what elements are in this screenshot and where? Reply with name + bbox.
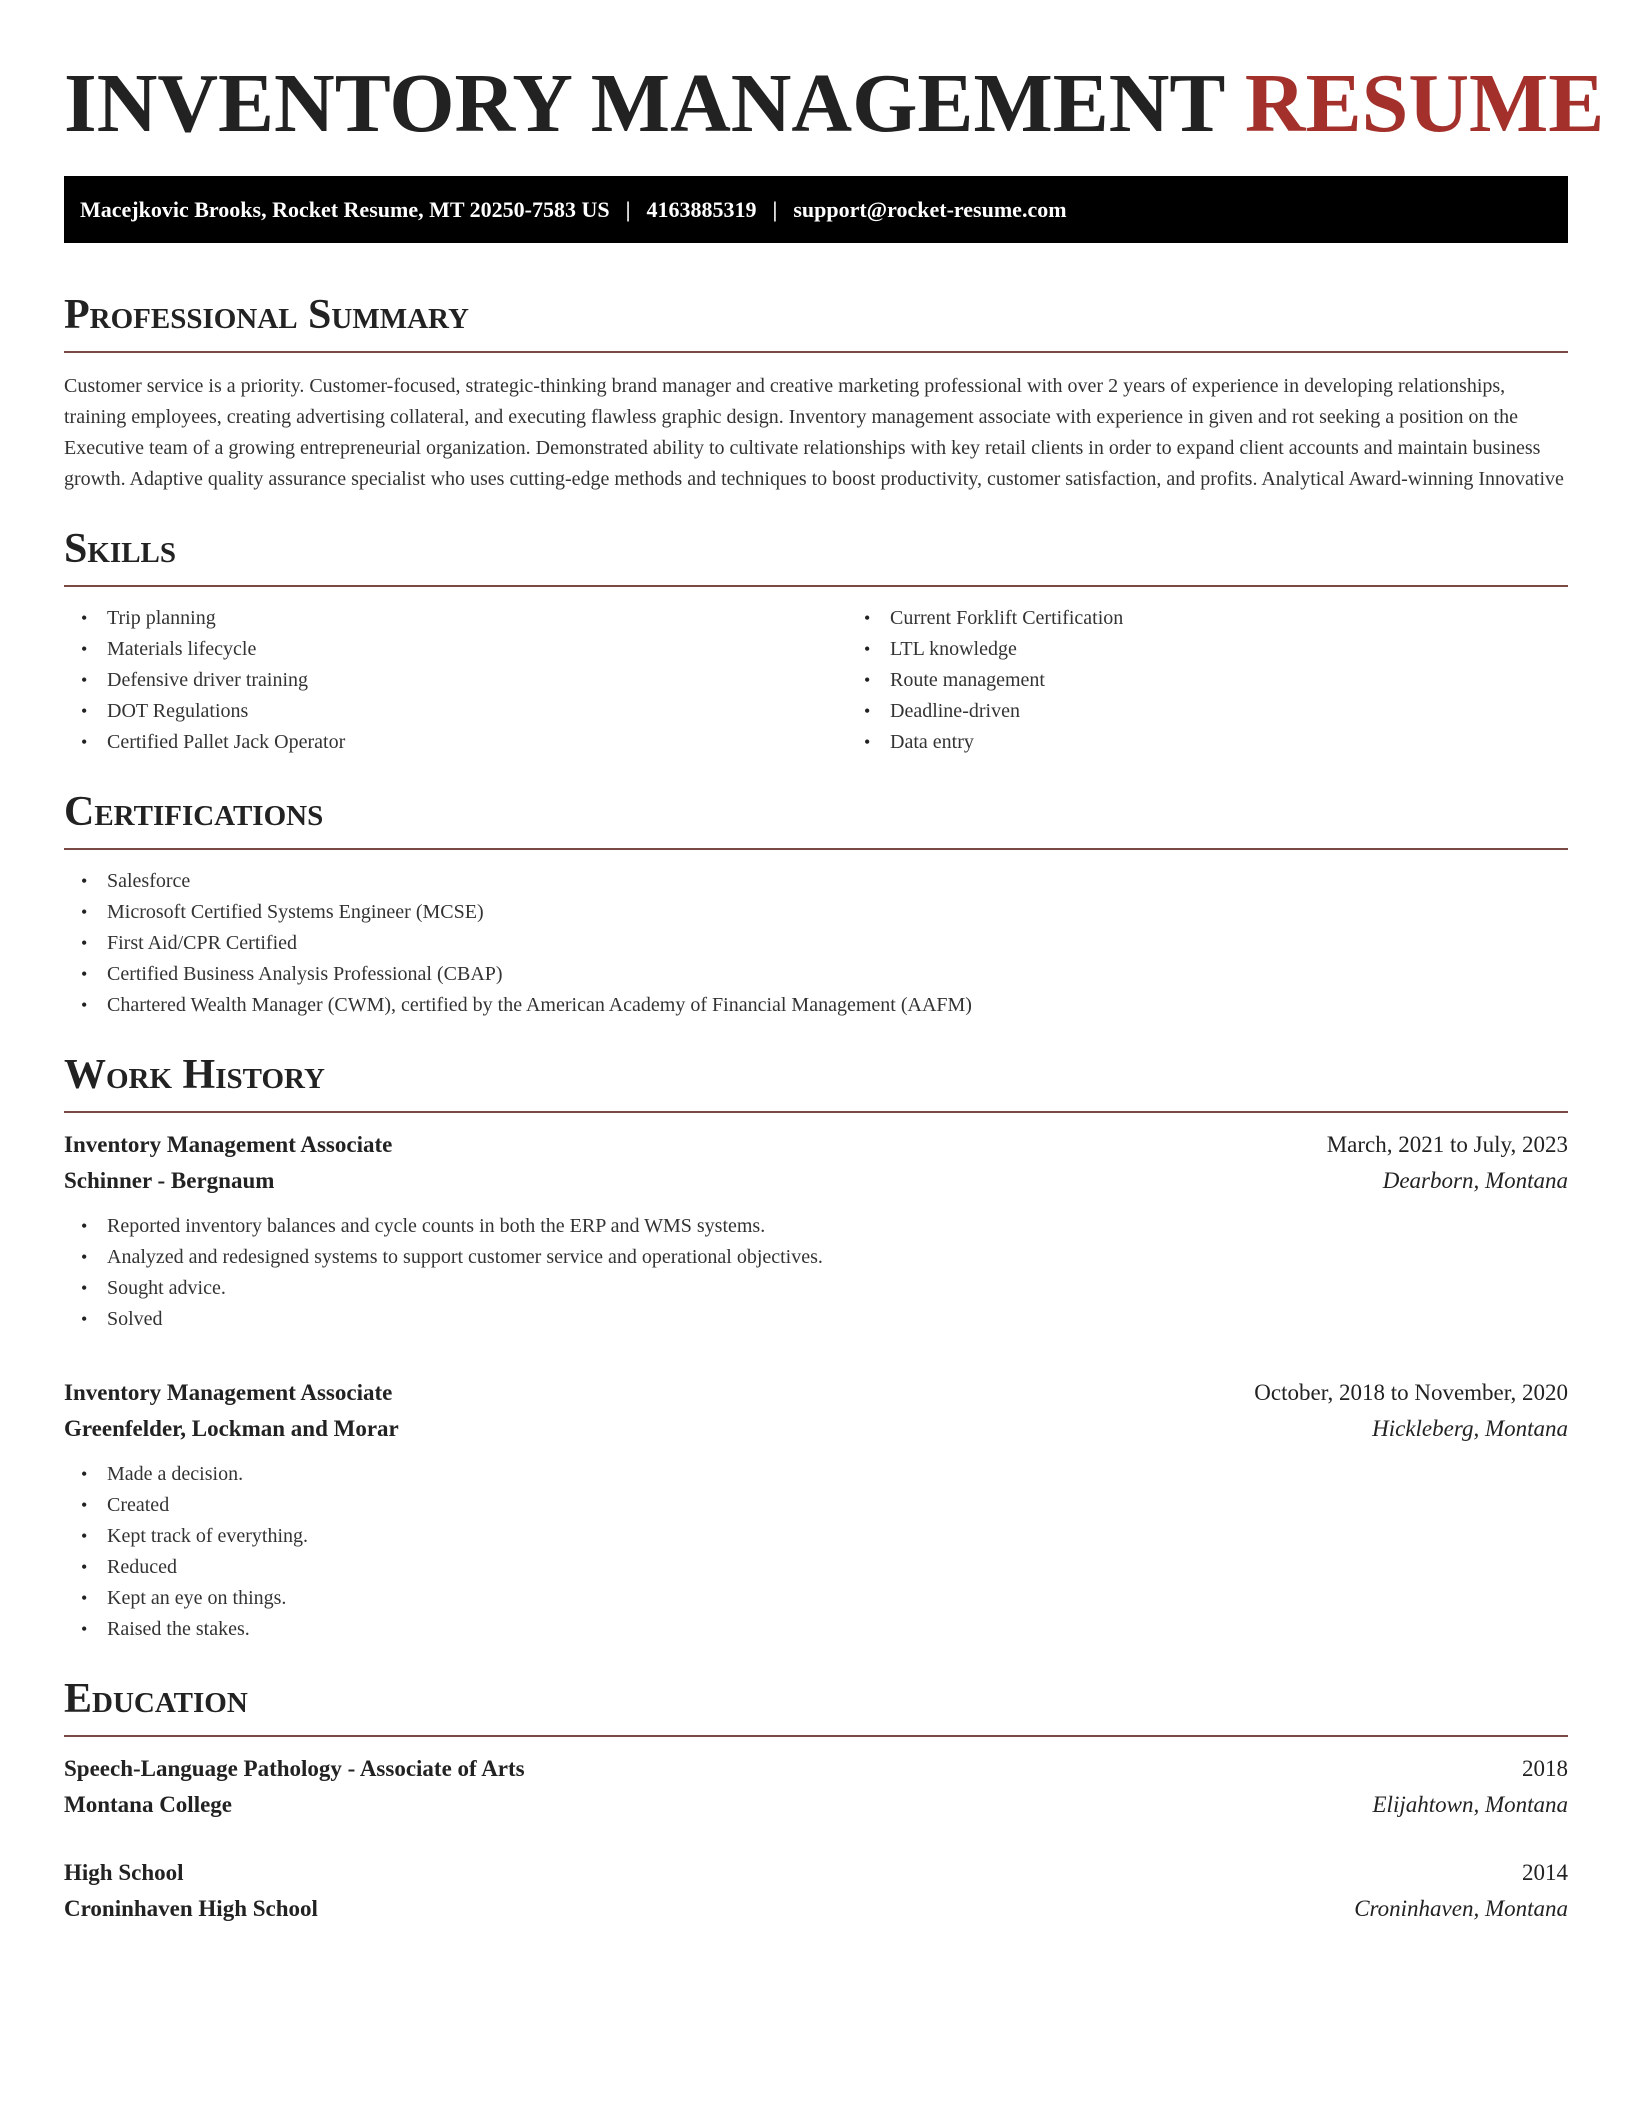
skill-item: • Certified Pallet Jack Operator [107, 727, 847, 758]
education-entry [64, 1855, 1568, 1927]
skill-item: • Trip planning [107, 603, 847, 634]
education-degree-row [64, 1751, 1568, 1787]
education-location: Croninhaven, Montana [1354, 1896, 1568, 1921]
skill-item: • Materials lifecycle [107, 634, 847, 665]
skill-item: • DOT Regulations [107, 696, 847, 727]
job-entry [64, 1127, 1568, 1335]
skills-heading: Skills [64, 525, 1568, 587]
summary-section [64, 291, 1568, 495]
education-degree: High School [64, 1860, 184, 1885]
education-degree: Speech-Language Pathology - Associate of Arts [64, 1756, 525, 1781]
skill-item: • Route management [890, 665, 1630, 696]
contact-phone: 4163885319 [646, 196, 757, 222]
summary-text: Customer service is a priority. Customer-focused, strategic-thinking brand manager and creative marketing professional with over 2 years of experience in developing relationships, training employees, creating advertising collateral, and executing flawless graphic design. Inventory management associate with experience in given and rot seeking a position on the Executive team of a growing entrepreneurial organization. Demonstrated ability to cultivate relationships with key retail clients in order to expand client accounts and maintain business growth. Adaptive quality assurance specialist who uses cutting-edge methods and techniques to boost productivity, customer satisfaction, and profits. Analytical Award-winning Innovative [64, 375, 1564, 490]
certifications-section [64, 788, 1568, 1021]
education-school-row [64, 1891, 1568, 1927]
job-bullets [64, 1211, 1568, 1335]
job-title-row [64, 1375, 1568, 1411]
job-bullet: • Reported inventory balances and cycle counts in both the ERP and WMS systems. [107, 1211, 1568, 1242]
job-bullets [64, 1459, 1568, 1645]
job-title-row [64, 1127, 1568, 1163]
skills-list-right [847, 603, 1630, 758]
education-degree-row [64, 1855, 1568, 1891]
education-year: 2014 [1522, 1860, 1568, 1885]
job-location: Dearborn, Montana [1382, 1168, 1568, 1193]
job-company-row [64, 1163, 1568, 1199]
certification-item: • Chartered Wealth Manager (CWM), certified by the American Academy of Financial Management (AAFM) [107, 990, 1568, 1021]
job-dates: March, 2021 to July, 2023 [1326, 1132, 1568, 1157]
job-company-row [64, 1411, 1568, 1447]
contact-email: support@rocket-resume.com [793, 196, 1067, 222]
education-location: Elijahtown, Montana [1372, 1792, 1568, 1817]
resume-title [64, 56, 1605, 152]
job-bullet: • Analyzed and redesigned systems to support customer service and operational objectives. [107, 1242, 1568, 1273]
job-company: Greenfelder, Lockman and Morar [64, 1416, 399, 1441]
education-school: Croninhaven High School [64, 1896, 318, 1921]
job-entry [64, 1375, 1568, 1645]
job-location: Hickleberg, Montana [1372, 1416, 1568, 1441]
title-accent: RESUME [1244, 57, 1605, 150]
education-heading: Education [64, 1675, 1568, 1737]
skills-list-left [64, 603, 847, 758]
job-bullet: • Created [107, 1490, 1568, 1521]
education-school-row [64, 1787, 1568, 1823]
skill-item: • Data entry [890, 727, 1630, 758]
job-bullet: • Made a decision. [107, 1459, 1568, 1490]
job-bullet: • Solved [107, 1304, 1568, 1335]
skill-item: • LTL knowledge [890, 634, 1630, 665]
certification-item: • First Aid/CPR Certified [107, 928, 1568, 959]
certification-item: • Certified Business Analysis Professional (CBAP) [107, 959, 1568, 990]
job-bullet: • Kept an eye on things. [107, 1583, 1568, 1614]
contact-separator: | [772, 196, 778, 222]
job-bullet: • Reduced [107, 1552, 1568, 1583]
education-section [64, 1675, 1568, 1927]
job-bullet: • Sought advice. [107, 1273, 1568, 1304]
contact-address: Macejkovic Brooks, Rocket Resume, MT 20250-7583 US [80, 196, 610, 222]
contact-bar [64, 176, 1568, 243]
job-title: Inventory Management Associate [64, 1132, 393, 1157]
certifications-list [64, 866, 1568, 1021]
job-bullet: • Kept track of everything. [107, 1521, 1568, 1552]
certification-item: • Microsoft Certified Systems Engineer (MCSE) [107, 897, 1568, 928]
certifications-heading: Certifications [64, 788, 1568, 850]
job-company: Schinner - Bergnaum [64, 1168, 275, 1193]
work-section [64, 1051, 1568, 1645]
skill-item: • Current Forklift Certification [890, 603, 1630, 634]
job-title: Inventory Management Associate [64, 1380, 393, 1405]
skills-grid [64, 587, 1568, 758]
job-bullet: • Raised the stakes. [107, 1614, 1568, 1645]
education-school: Montana College [64, 1792, 233, 1817]
education-year: 2018 [1522, 1756, 1568, 1781]
contact-separator: | [625, 196, 631, 222]
education-entry [64, 1751, 1568, 1823]
skill-item: • Deadline-driven [890, 696, 1630, 727]
skill-item: • Defensive driver training [107, 665, 847, 696]
title-main: INVENTORY MANAGEMENT [64, 57, 1224, 150]
certification-item: • Salesforce [107, 866, 1568, 897]
summary-heading: Professional Summary [64, 291, 1568, 353]
skills-section [64, 525, 1568, 758]
job-dates: October, 2018 to November, 2020 [1254, 1380, 1568, 1405]
work-heading: Work History [64, 1051, 1568, 1113]
